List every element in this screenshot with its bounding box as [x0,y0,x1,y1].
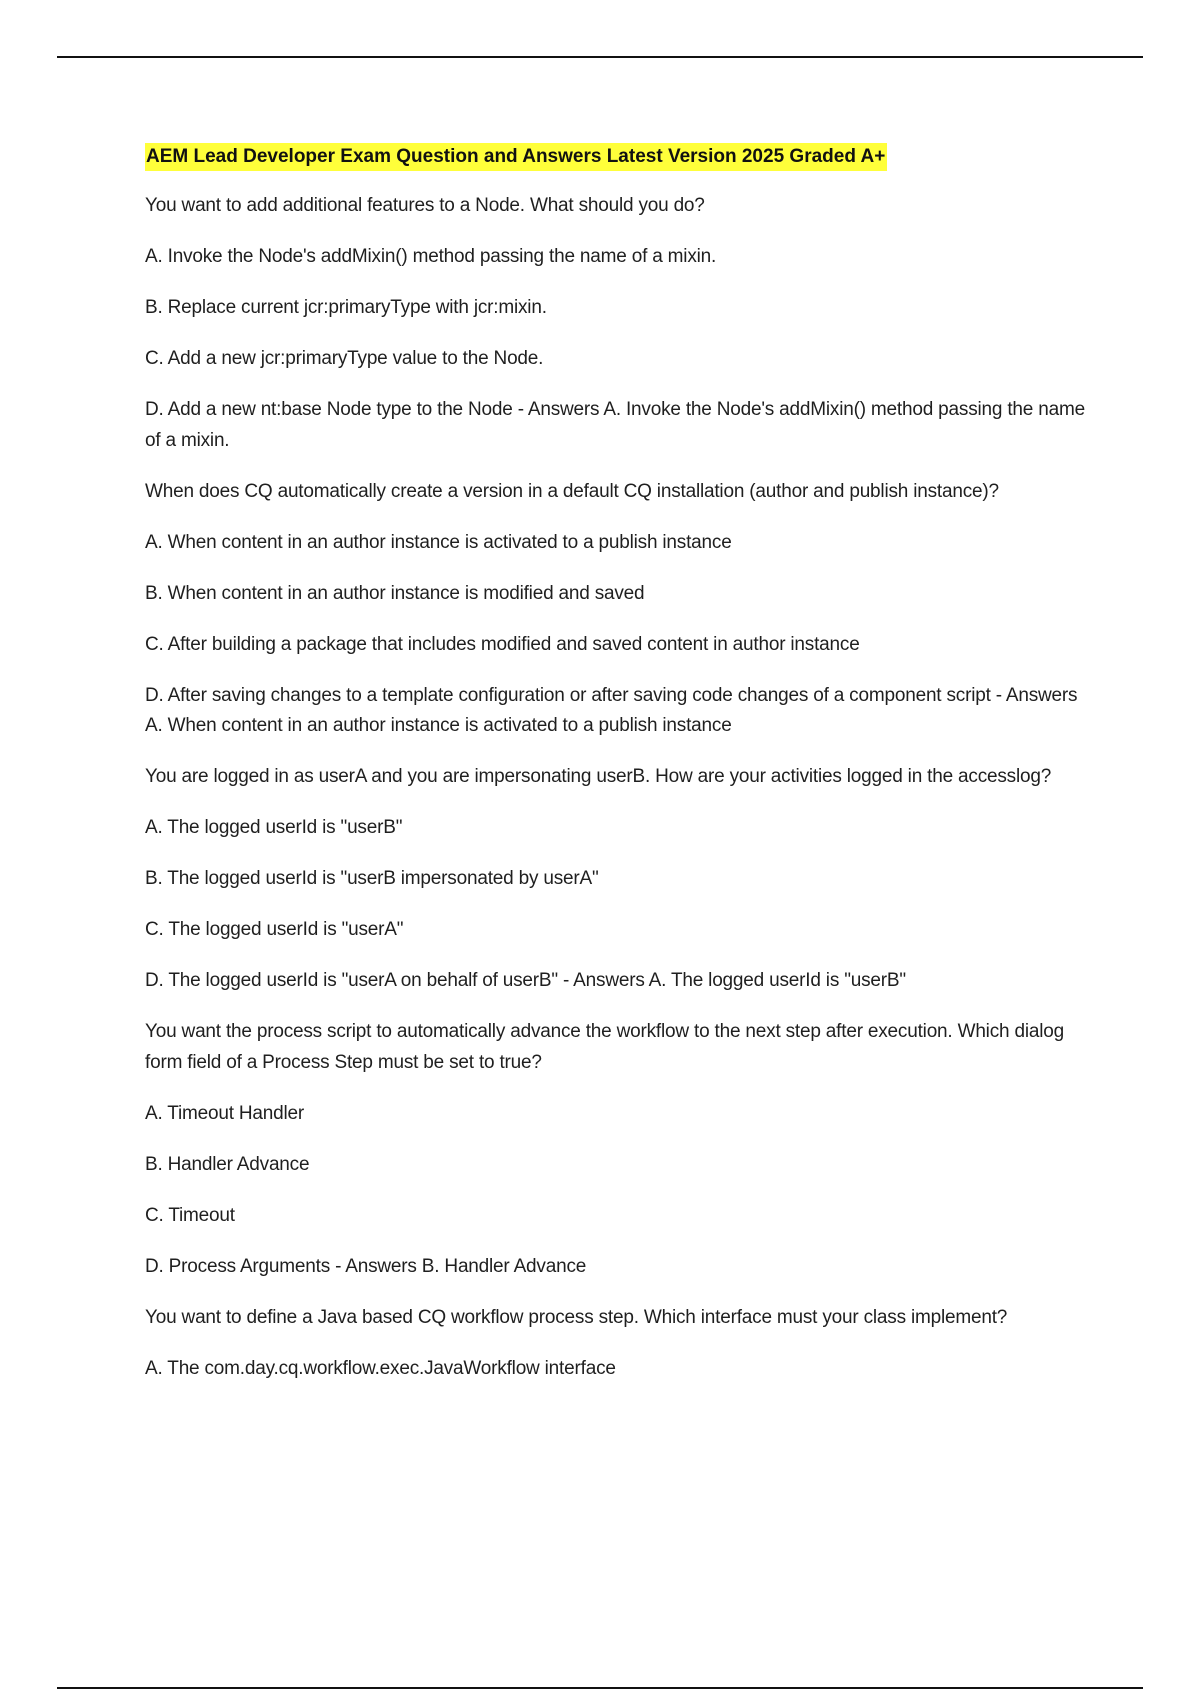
footer-rule [57,1687,1143,1689]
question-3-option-c: C. The logged userId is "userA" [145,919,404,940]
question-4-option-d-answer: D. Process Arguments - Answers B. Handler Advance [145,1255,587,1277]
question-5: You want to define a Java based CQ workflow process step. Which interface must your class implement? [145,1306,1008,1328]
question-1-option-c: C. Add a new jcr:primaryType value to the Node. [145,348,544,369]
question-2-option-c: C. After building a package that includes modified and saved content in author instance [145,633,860,655]
question-4-option-b: B. Handler Advance [145,1153,310,1175]
question-1-option-b: B. Replace current jcr:primaryType with jcr:mixin. [145,297,547,318]
question-2-option-a: A. When content in an author instance is activated to a publish instance [145,531,732,553]
question-4: You want the process script to automatically advance the workflow to the next step after execution. Which dialog form field of a Process Step must be set to true? [145,1021,1064,1073]
question-1: You want to add additional features to a Node. What should you do? [145,195,705,216]
question-5-option-a: A. The com.day.cq.workflow.exec.JavaWorkflow interface [145,1357,616,1379]
question-4-option-a: A. Timeout Handler [145,1102,305,1124]
question-4-option-c: C. Timeout [145,1204,235,1226]
document-title: AEM Lead Developer Exam Question and Answers Latest Version 2025 Graded A+ [145,143,887,171]
question-3-option-d-answer: D. The logged userId is "userA on behalf of userB" - Answers A. The logged userId is "userB" [145,970,906,991]
document-body [145,143,1090,1405]
question-1-option-d-answer: D. Add a new nt:base Node type to the Node - Answers A. Invoke the Node's addMixin() method passing the name of a mixin. [145,399,1085,451]
question-2-option-b: B. When content in an author instance is modified and saved [145,582,645,604]
question-1-option-a: A. Invoke the Node's addMixin() method passing the name of a mixin. [145,246,717,267]
question-2: When does CQ automatically create a version in a default CQ installation (author and publish instance)? [145,480,999,502]
question-3-option-a: A. The logged userId is "userB" [145,817,403,838]
question-3: You are logged in as userA and you are impersonating userB. How are your activities logged in the accesslog? [145,766,1052,787]
question-2-option-d-answer: D. After saving changes to a template configuration or after saving code changes of a component script - Answers A. When content in an author instance is activated to a publish instance [145,684,1078,736]
question-3-option-b: B. The logged userId is "userB impersonated by userA" [145,868,599,889]
header-rule [57,56,1143,58]
